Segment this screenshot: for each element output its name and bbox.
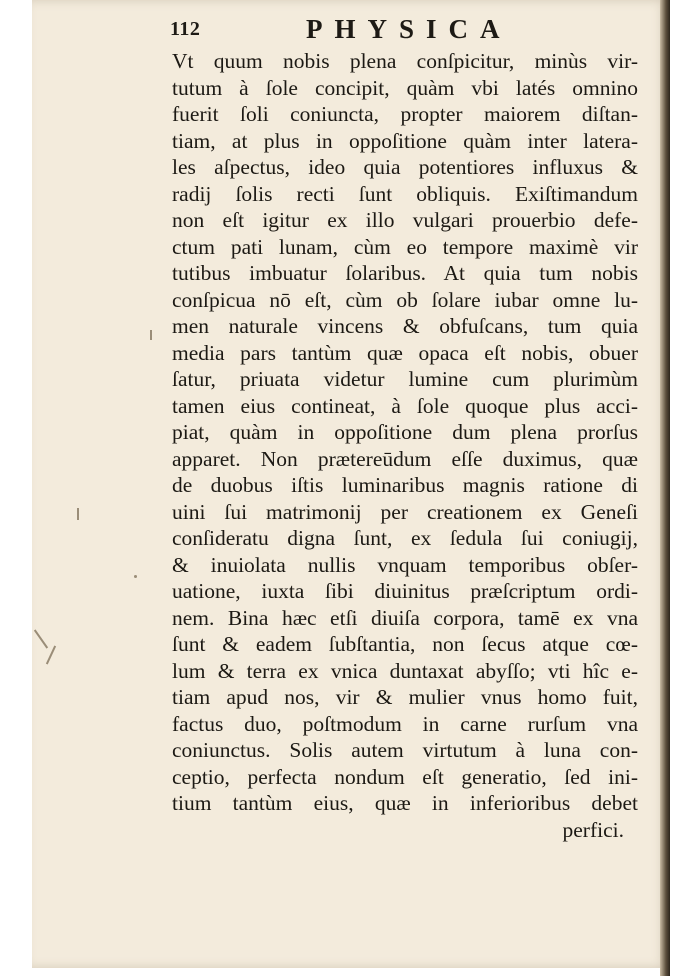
margin-mark bbox=[77, 508, 79, 520]
text-line: nem. Bina hæc etſi diuiſa corpora, tamē ex vna bbox=[172, 605, 638, 630]
text-line: ſatur, priuata videtur lumine cum plurimùm bbox=[172, 367, 638, 391]
text-line: les aſpectus, ideo quia potentiores influxus & bbox=[172, 155, 638, 179]
text-line: fuerit ſoli coniuncta, propter maiorem diſtan- bbox=[172, 102, 638, 126]
text-line: tutibus imbuatur ſolaribus. At quia tum nobis bbox=[172, 261, 638, 285]
text-line: conſpicua nō eſt, cùm ob ſolare iubar omne lu- bbox=[172, 287, 638, 312]
text-line: & inuiolata nullis vnquam temporibus obſer- bbox=[172, 552, 638, 577]
text-line: tutum à ſole concipit, quàm vbi latés omnino bbox=[172, 75, 638, 100]
text-line: apparet. Non prætereūdum eſſe duximus, quæ bbox=[172, 446, 638, 471]
margin-mark bbox=[134, 575, 137, 578]
text-line: non eſt igitur ex illo vulgari prouerbio defe- bbox=[172, 208, 638, 232]
text-line: de duobus iſtis luminaribus magnis ratione di bbox=[172, 473, 638, 497]
folio-number: 112 bbox=[170, 18, 201, 40]
text-line: lum & terra ex vnica duntaxat abyſſo; vti hîc e- bbox=[172, 658, 638, 683]
running-head: PHYSICA bbox=[306, 14, 512, 44]
text-line: tiam, at plus in oppoſitione quàm inter latera- bbox=[172, 128, 638, 153]
page-header bbox=[170, 14, 640, 48]
text-line: media pars tantùm quæ opaca eſt nobis, obuer bbox=[172, 340, 638, 365]
text-line: factus duo, poſtmodum in carne rurſum vna bbox=[172, 711, 638, 736]
page-gutter-edge bbox=[660, 0, 670, 976]
text-line: ctum pati lunam, cùm eo tempore maximè vir bbox=[172, 234, 638, 259]
text-line: tiam apud nos, vir & mulier vnus homo fuit, bbox=[172, 685, 638, 709]
text-line: ſunt & eadem ſubſtantia, non ſecus atque cœ- bbox=[172, 632, 638, 656]
text-line: tium tantùm eius, quæ in inferioribus debet bbox=[172, 791, 638, 815]
margin-mark bbox=[150, 330, 152, 340]
text-line: Vt quum nobis plena conſpicitur, minùs vir- bbox=[172, 49, 638, 73]
text-line: uini ſui matrimonij per creationem ex Geneſi bbox=[172, 499, 638, 524]
text-line: piat, quàm in oppoſitione dum plena prorſus bbox=[172, 420, 638, 444]
text-line: coniunctus. Solis autem virtutum à luna con- bbox=[172, 738, 638, 762]
text-line: ceptio, perfecta nondum eſt generatio, ſed ini- bbox=[172, 764, 638, 789]
text-line: tamen eius contineat, à ſole quoque plus acci- bbox=[172, 393, 638, 418]
text-line: conſideratu digna ſunt, ex ſedula ſui coniugij, bbox=[172, 526, 638, 550]
text-line-final: perfici. bbox=[562, 817, 624, 842]
text-line: radij ſolis recti ſunt obliquis. Exiſtimandum bbox=[172, 181, 638, 206]
text-line: uatione, iuxta ſibi diuinitus præſcriptum ordi- bbox=[172, 579, 638, 603]
body-text bbox=[172, 48, 638, 843]
text-line: men naturale vincens & obfuſcans, tum quia bbox=[172, 314, 638, 338]
